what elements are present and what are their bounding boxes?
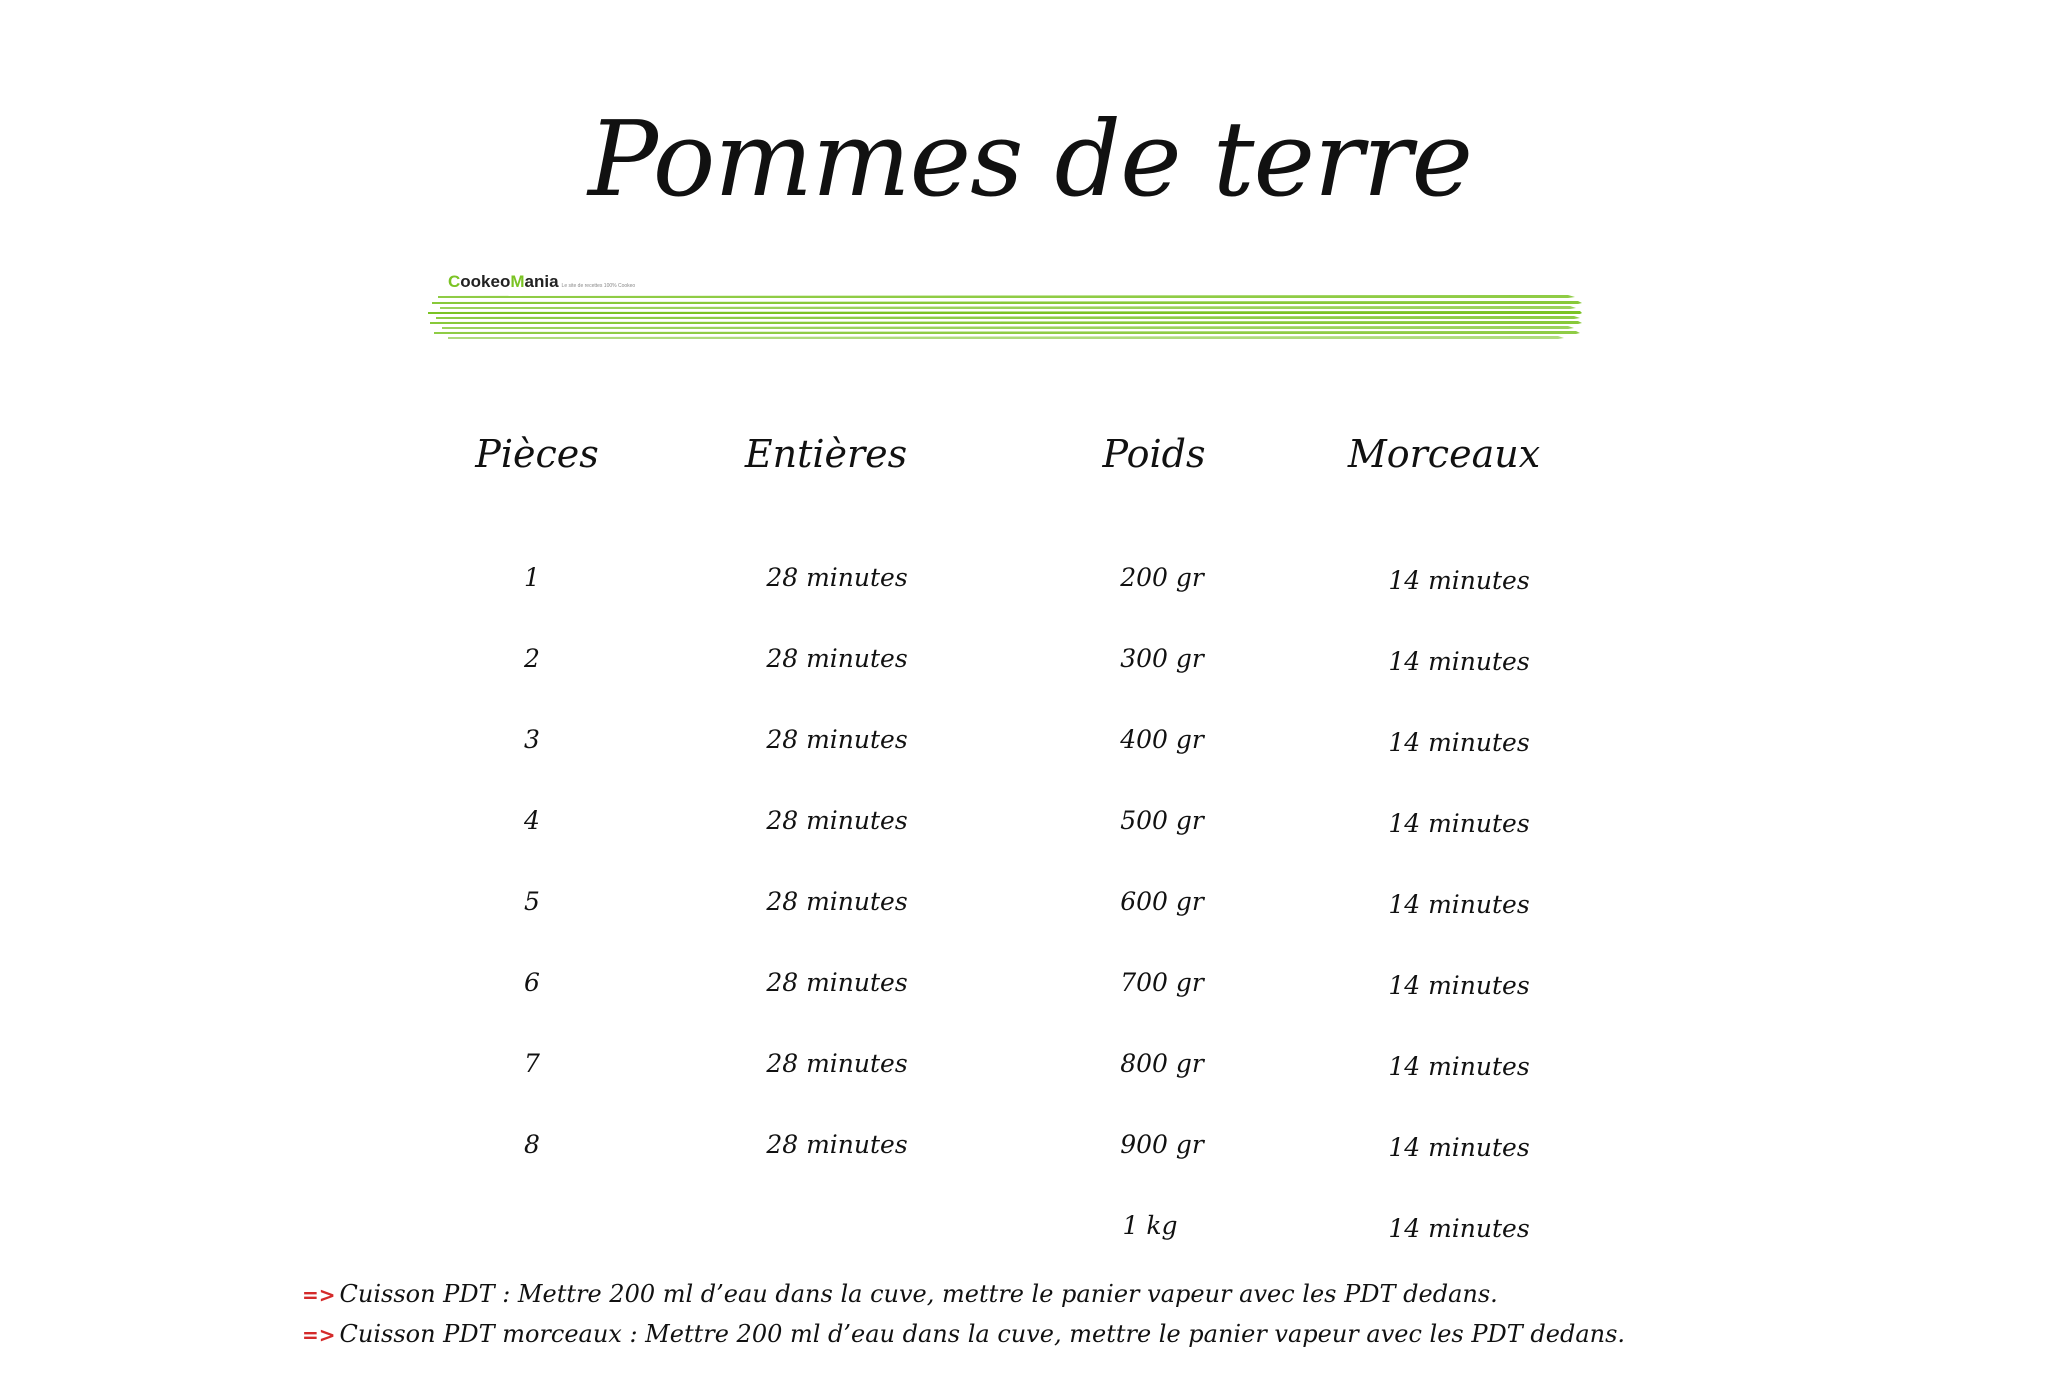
cell-morceaux: 14 minutes: [1388, 971, 1530, 1000]
cell-pieces: 2: [524, 644, 540, 673]
cell-morceaux: 14 minutes: [1388, 809, 1530, 838]
cell-poids: 500 gr: [1120, 806, 1204, 835]
green-stripes-divider: [428, 292, 1582, 340]
cell-entieres: 28 minutes: [766, 563, 908, 592]
cell-poids: 700 gr: [1120, 968, 1204, 997]
arrow-icon: =>: [302, 1323, 336, 1347]
header-entieres: Entières: [744, 432, 908, 476]
cell-morceaux: 14 minutes: [1388, 890, 1530, 919]
cell-pieces: 6: [524, 968, 540, 997]
cell-pieces: 7: [524, 1049, 540, 1078]
cell-pieces: 1: [524, 563, 540, 592]
arrow-icon: =>: [302, 1283, 336, 1307]
note-text: Cuisson PDT : Mettre 200 ml d’eau dans la cuve, mettre le panier vapeur avec les PDT dedans.: [339, 1280, 1498, 1308]
cell-entieres: 28 minutes: [766, 1130, 908, 1159]
cell-morceaux: 14 minutes: [1388, 566, 1530, 595]
cell-entieres: 28 minutes: [766, 725, 908, 754]
cell-entieres: 28 minutes: [766, 887, 908, 916]
cell-poids: 200 gr: [1120, 563, 1204, 592]
cell-poids: 800 gr: [1120, 1049, 1204, 1078]
cell-poids: 900 gr: [1120, 1130, 1204, 1159]
cookeomania-logo: [448, 272, 635, 292]
header-pieces: Pièces: [475, 432, 599, 476]
cell-pieces: 3: [524, 725, 540, 754]
cell-pieces: 5: [524, 887, 540, 916]
brand-initial-m: M: [510, 272, 525, 291]
cell-entieres: 28 minutes: [766, 1049, 908, 1078]
cell-poids: 300 gr: [1120, 644, 1204, 673]
cell-poids: 400 gr: [1120, 725, 1204, 754]
brand-tagline: Le site de recettes 100% Cookeo: [561, 283, 636, 289]
cell-morceaux: 14 minutes: [1388, 1133, 1530, 1162]
brand-name-part1: ookeo: [460, 272, 511, 291]
cell-entieres: 28 minutes: [766, 806, 908, 835]
cell-entieres: 28 minutes: [766, 644, 908, 673]
cell-poids: 1 kg: [1122, 1211, 1178, 1240]
brand-initial-c: C: [448, 272, 461, 291]
note-text: Cuisson PDT morceaux : Mettre 200 ml d’eau dans la cuve, mettre le panier vapeur avec les PDT dedans.: [339, 1320, 1626, 1348]
page-title: Pommes de terre: [587, 98, 1473, 220]
cell-morceaux: 14 minutes: [1388, 1214, 1530, 1243]
cell-morceaux: 14 minutes: [1388, 728, 1530, 757]
cell-poids: 600 gr: [1120, 887, 1204, 916]
brand-name-part2: ania: [524, 272, 559, 291]
header-poids: Poids: [1102, 432, 1206, 476]
cell-morceaux: 14 minutes: [1388, 647, 1530, 676]
cell-entieres: 28 minutes: [766, 968, 908, 997]
brand-name: [448, 272, 559, 292]
cell-morceaux: 14 minutes: [1388, 1052, 1530, 1081]
header-morceaux: Morceaux: [1347, 432, 1541, 476]
cell-pieces: 8: [524, 1130, 540, 1159]
cooking-note: [302, 1320, 1625, 1348]
cell-pieces: 4: [524, 806, 540, 835]
cooking-note: [302, 1280, 1498, 1308]
